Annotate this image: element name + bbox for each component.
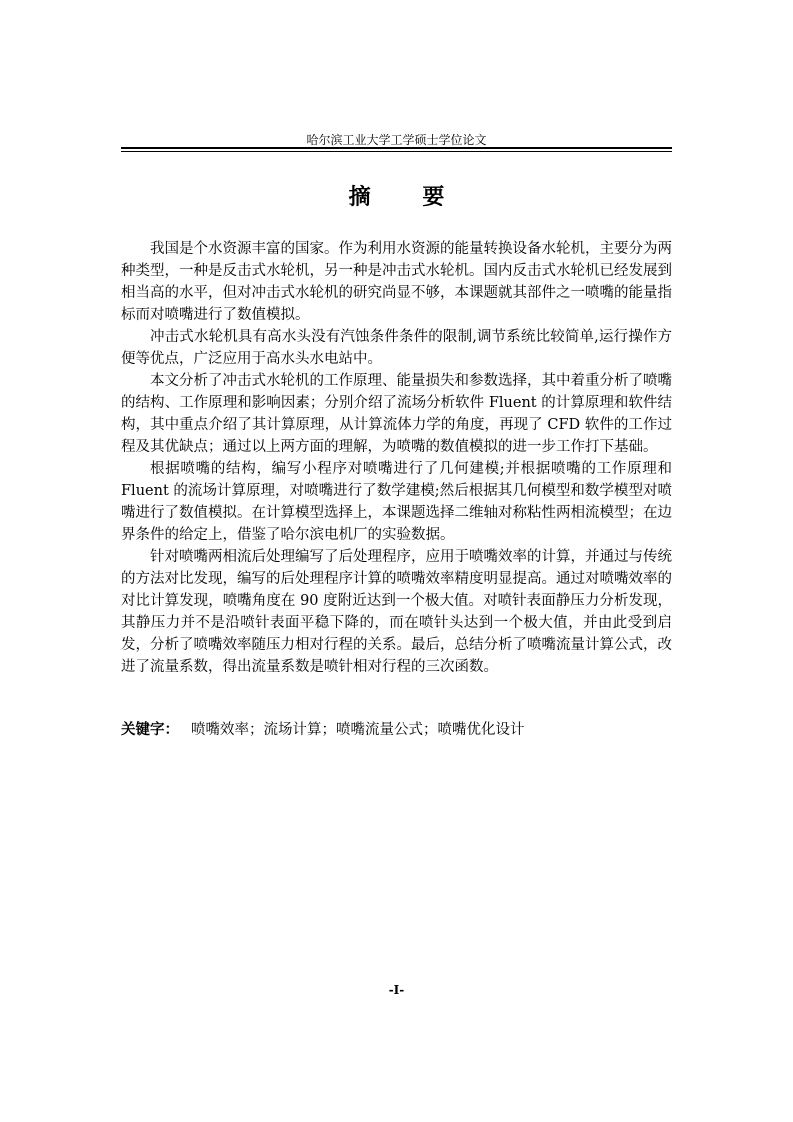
abstract-paragraph-5: 针对喷嘴两相流后处理编写了后处理程序，应用于喷嘴效率的计算，并通过与传统的方法对比发现，编写的后处理程序计算的喷嘴效率精度明显提高。通过对喷嘴效率的对比计算发现，喷嘴角度在 90 度附近达到一个极大值。对喷针表面静压力分析发现，其静压力并不是沿喷针表面平稳下降的，而在喷针头达到一个极大值，并由此受到启发，分析了喷嘴效率随压力相对行程的关系。最后，总结分析了喷嘴流量计算公式，改进了流量系数，得出流量系数是喷针相对行程的三次函数。 [121,549,672,675]
page-number: -I- [388,983,405,997]
abstract-title: 摘 要 [348,185,467,210]
abstract-paragraph-3: 本文分析了冲击式水轮机的工作原理、能量损失和参数选择，其中着重分析了喷嘴的结构、工作原理和影响因素；分别介绍了流场分析软件 Fluent 的计算原理和软件结构，其中重点介绍了其计算原理，从计算流体力学的角度，再现了 CFD 软件的工作过程及其优缺点；通过以上两方面的理解，为喷嘴的数值模拟的进一步工作打下基础。 [121,373,672,455]
abstract-paragraph-1: 我国是个水资源丰富的国家。作为利用水资源的能量转换设备水轮机，主要分为两种类型，一种是反击式水轮机，另一种是冲击式水轮机。国内反击式水轮机已经发展到相当高的水平，但对冲击式水轮机的研究尚显不够，本课题就其部件之一喷嘴的能量指标而对喷嘴进行了数值模拟。 [121,241,672,323]
abstract-paragraph-2: 冲击式水轮机具有高水头没有汽蚀条件条件的限制,调节系统比较简单,运行操作方便等优点，广泛应用于高水头水电站中。 [121,329,672,367]
header-rule-thin [121,151,672,152]
running-header: 哈尔滨工业大学工学硕士学位论文 [306,133,487,147]
keywords [121,720,672,740]
header-rule-thick [121,147,672,149]
abstract-body [121,238,672,678]
keywords-label: 关键字： [121,722,179,738]
keywords-text: 喷嘴效率；流场计算；喷嘴流量公式；喷嘴优化设计 [191,722,525,738]
abstract-paragraph-4: 根据喷嘴的结构，编写小程序对喷嘴进行了几何建模;并根据喷嘴的工作原理和 Fluent 的流场计算原理，对喷嘴进行了数学建模;然后根据其几何模型和数学模型对喷嘴进行了数值模拟。在计算模型选择上，本课题选择二维轴对称粘性两相流模型；在边界条件的给定上，借鉴了哈尔滨电机厂的实验数据。 [121,461,672,543]
